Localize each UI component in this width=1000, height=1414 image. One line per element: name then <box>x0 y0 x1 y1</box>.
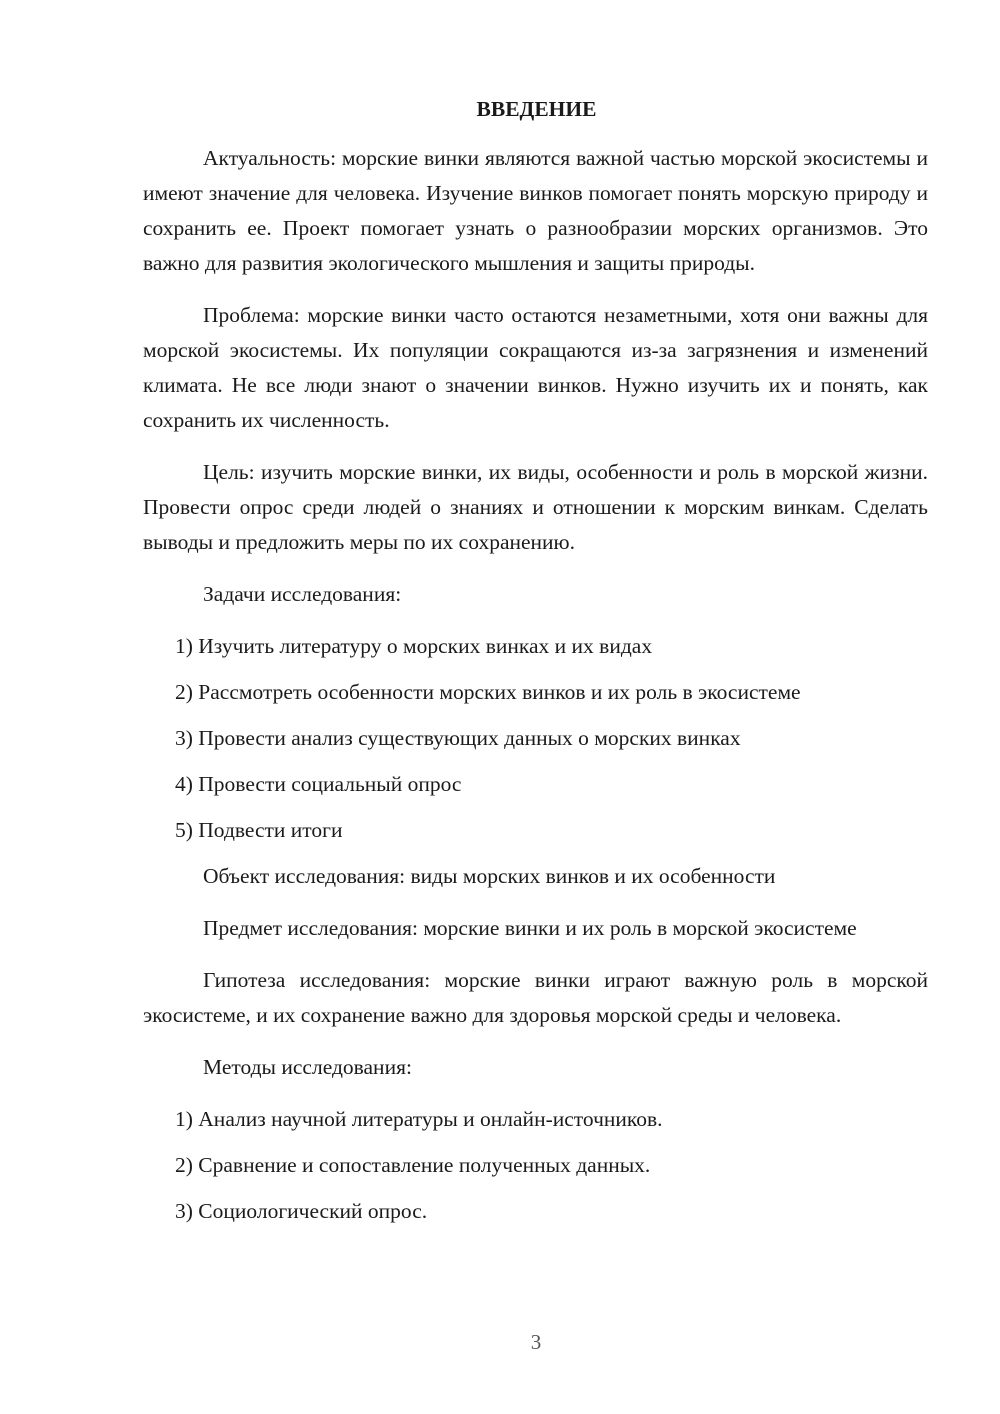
object-paragraph: Объект исследования: виды морских винков и их особенности <box>203 864 776 888</box>
tasks-list <box>143 629 928 848</box>
list-item: 1) Анализ научной литературы и онлайн-источников. <box>175 1107 663 1131</box>
relevance-paragraph: Актуальность: морские винки являются важной частью морской экосистемы и имеют значение для человека. Изучение винков помогает понять морскую природу и сохранить ее. Проект помогает узнать о разнообразии морских организмов. Это важно для развития экологического мышления и защиты природы. <box>143 146 928 275</box>
methods-list <box>143 1102 928 1229</box>
problem-paragraph: Проблема: морские винки часто остаются незаметными, хотя они важны для морской экосистемы. Их популяции сокращаются из-за загрязнения и изменений климата. Не все люди знают о значении винков. Нужно изучить их и понять, как сохранить их численность. <box>143 303 928 432</box>
list-item: 5) Подвести итоги <box>175 818 343 842</box>
section-title: ВВЕДЕНИЕ <box>476 97 597 121</box>
methods-heading: Методы исследования: <box>203 1055 412 1079</box>
subject-paragraph: Предмет исследования: морские винки и их роль в морской экосистеме <box>203 916 857 940</box>
list-item: 2) Рассмотреть особенности морских винков и их роль в экосистеме <box>175 680 801 704</box>
list-item: 2) Сравнение и сопоставление полученных данных. <box>175 1153 651 1177</box>
list-item: 3) Социологический опрос. <box>175 1199 428 1223</box>
hypothesis-paragraph: Гипотеза исследования: морские винки играют важную роль в морской экосистеме, и их сохранение важно для здоровья морской среды и человека. <box>143 968 928 1027</box>
list-item: 3) Провести анализ существующих данных о морских винках <box>175 726 741 750</box>
tasks-heading: Задачи исследования: <box>203 582 402 606</box>
document-page <box>143 92 928 1240</box>
list-item: 4) Провести социальный опрос <box>175 772 462 796</box>
list-item: 1) Изучить литературу о морских винках и их видах <box>175 634 653 658</box>
goal-paragraph: Цель: изучить морские винки, их виды, особенности и роль в морской жизни. Провести опрос среди людей о знаниях и отношении к морским винкам. Сделать выводы и предложить меры по их сохранению. <box>143 460 928 554</box>
page-number: 3 <box>530 1330 542 1354</box>
